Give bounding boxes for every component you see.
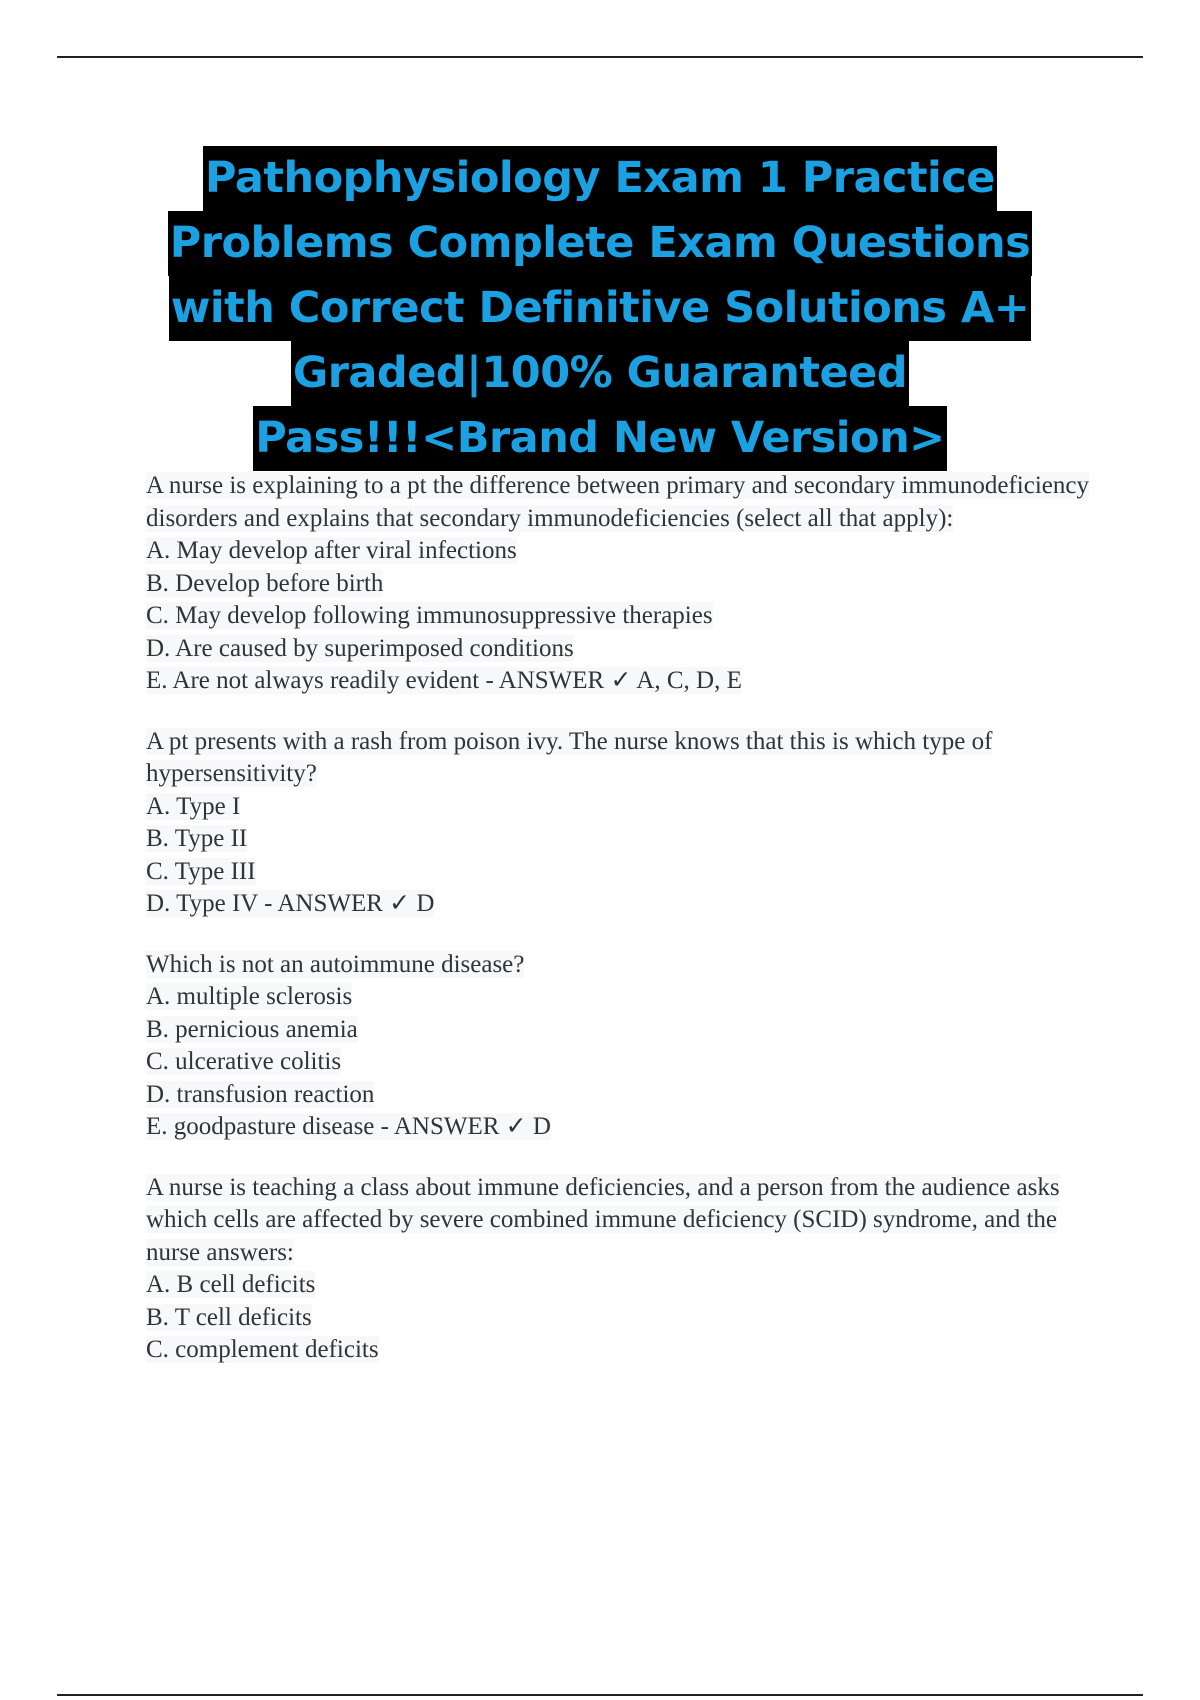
title-line: Pass!!!<Brand New Version> [253,406,946,471]
answer-option: A. B cell deficits [146,1271,316,1298]
title-line: with Correct Definitive Solutions A+ [169,276,1032,341]
answer-option-with-key: E. Are not always readily evident - ANSWER ✓ A, C, D, E [146,667,742,694]
question-4 [146,1172,1106,1367]
answer-option-with-key: D. Type IV - ANSWER ✓ D [146,890,435,917]
header-rule [57,56,1143,58]
question-stem: Which is not an autoimmune disease? [146,950,525,978]
answer-option: B. T cell deficits [146,1303,312,1331]
question-stem: A nurse is explaining to a pt the difference between primary and secondary immunodeficiency disorders and explains that secondary immunodeficiencies (select all that apply): [146,472,1089,532]
question-1 [146,470,1106,698]
title-line: Pathophysiology Exam 1 Practice [203,146,997,211]
question-2 [146,726,1106,921]
footer-rule [57,1694,1143,1696]
document-title [130,146,1070,471]
document-body [146,470,1106,1395]
answer-option: C. Type III [146,857,256,885]
answer-option: C. complement deficits [146,1336,379,1363]
answer-option: A. multiple sclerosis [146,983,353,1010]
question-stem: A nurse is teaching a class about immune deficiencies, and a person from the audience asks which cells are affected by severe combined immune deficiency (SCID) syndrome, and the nurse answers: [146,1173,1060,1266]
title-line: Graded|100% Guaranteed [291,341,909,406]
title-line: Problems Complete Exam Questions [168,211,1032,276]
answer-option: C. ulcerative colitis [146,1048,342,1075]
answer-option: C. May develop following immunosuppressive therapies [146,602,713,629]
answer-option: B. Type II [146,825,248,852]
question-stem: A pt presents with a rash from poison ivy. The nurse knows that this is which type of hypersensitivity? [146,727,993,787]
answer-option: B. pernicious anemia [146,1015,358,1043]
answer-option: D. Are caused by superimposed conditions [146,634,574,662]
answer-option: D. transfusion reaction [146,1080,375,1108]
answer-option: B. Develop before birth [146,569,384,597]
answer-option-with-key: E. goodpasture disease - ANSWER ✓ D [146,1113,551,1140]
answer-option: A. May develop after viral infections [146,537,517,564]
question-3 [146,949,1106,1144]
answer-option: A. Type I [146,792,241,820]
